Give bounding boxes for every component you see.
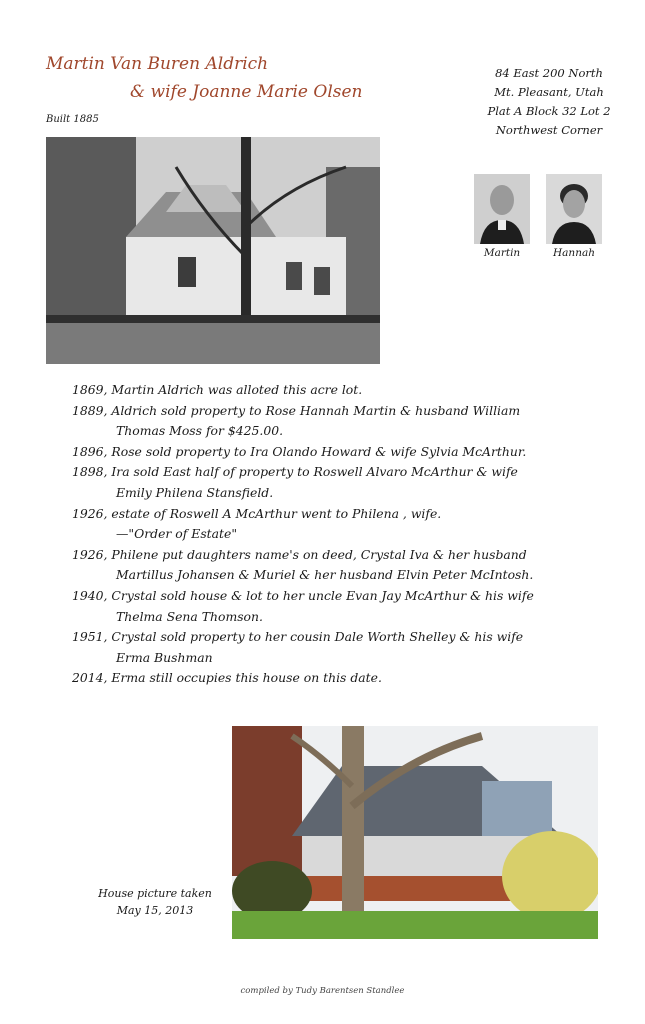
history-line-continued: Thelma Sena Thomson.	[116, 608, 263, 624]
history-line-continued: Martillus Johansen & Muriel & her husband Elvin Peter McIntosh.	[116, 567, 534, 583]
hannah-portrait-drawing	[546, 174, 602, 244]
history-entry	[72, 504, 632, 545]
history-line: 1926, Philene put daughters name's on deed, Crystal Iva & her husband	[72, 546, 527, 562]
address-line: Plat A Block 32 Lot 2	[487, 104, 611, 118]
history-line-continued: Thomas Moss for $425.00.	[116, 423, 284, 439]
address-line: Northwest Corner	[495, 123, 603, 137]
history-entry	[72, 668, 632, 689]
history-line-continued: —"Order of Estate"	[116, 526, 238, 542]
martin-portrait	[474, 174, 530, 244]
address-line: Mt. Pleasant, Utah	[494, 85, 604, 99]
history-line: 1898, Ira sold East half of property to Roswell Alvaro McArthur & wife	[72, 464, 518, 480]
photo-date-caption	[80, 885, 230, 919]
history-entry	[72, 586, 632, 627]
history-line: 2014, Erma still occupies this house on this date.	[72, 670, 382, 686]
photo-caption-date: May 15, 2013	[116, 904, 194, 917]
history-entry	[72, 545, 632, 586]
title-line-1: Martin Van Buren Aldrich	[46, 54, 269, 74]
history-entry	[72, 442, 632, 463]
title-line-2: & wife Joanne Marie Olsen	[130, 82, 363, 102]
photo-caption-line: House picture taken	[98, 887, 212, 900]
hannah-caption: Hannah	[553, 247, 595, 259]
history-entry	[72, 627, 632, 668]
martin-caption: Martin	[483, 247, 521, 259]
history-line: 1940, Crystal sold house & lot to her uncle Evan Jay McArthur & his wife	[72, 587, 534, 603]
compiler-credit: compiled by Tudy Barentsen Standlee	[240, 986, 405, 996]
history-line: 1896, Rose sold property to Ira Olando Howard & wife Sylvia McArthur.	[72, 443, 527, 459]
built-year: Built 1885	[46, 114, 99, 125]
history-line-continued: Emily Philena Stansfield.	[116, 484, 274, 500]
martin-portrait-drawing	[474, 174, 530, 244]
history-entry	[72, 462, 632, 503]
historic-house-photo	[46, 137, 380, 364]
history-entry	[72, 380, 632, 401]
history-line: 1889, Aldrich sold property to Rose Hannah Martin & husband William	[72, 402, 521, 418]
address-line: 84 East 200 North	[495, 66, 603, 80]
history-line: 1926, estate of Roswell A McArthur went to Philena , wife.	[72, 505, 442, 521]
history-entry	[72, 401, 632, 442]
modern-house-photo	[232, 726, 598, 939]
property-history	[72, 380, 632, 689]
modern-house-drawing	[232, 726, 598, 939]
hannah-portrait	[546, 174, 602, 244]
history-line: 1869, Martin Aldrich was alloted this acre lot.	[72, 382, 363, 397]
history-line-continued: Erma Bushman	[116, 649, 213, 665]
address-block	[474, 64, 624, 140]
history-line: 1951, Crystal sold property to her cousin Dale Worth Shelley & his wife	[72, 629, 524, 645]
historic-house-drawing	[46, 137, 380, 364]
